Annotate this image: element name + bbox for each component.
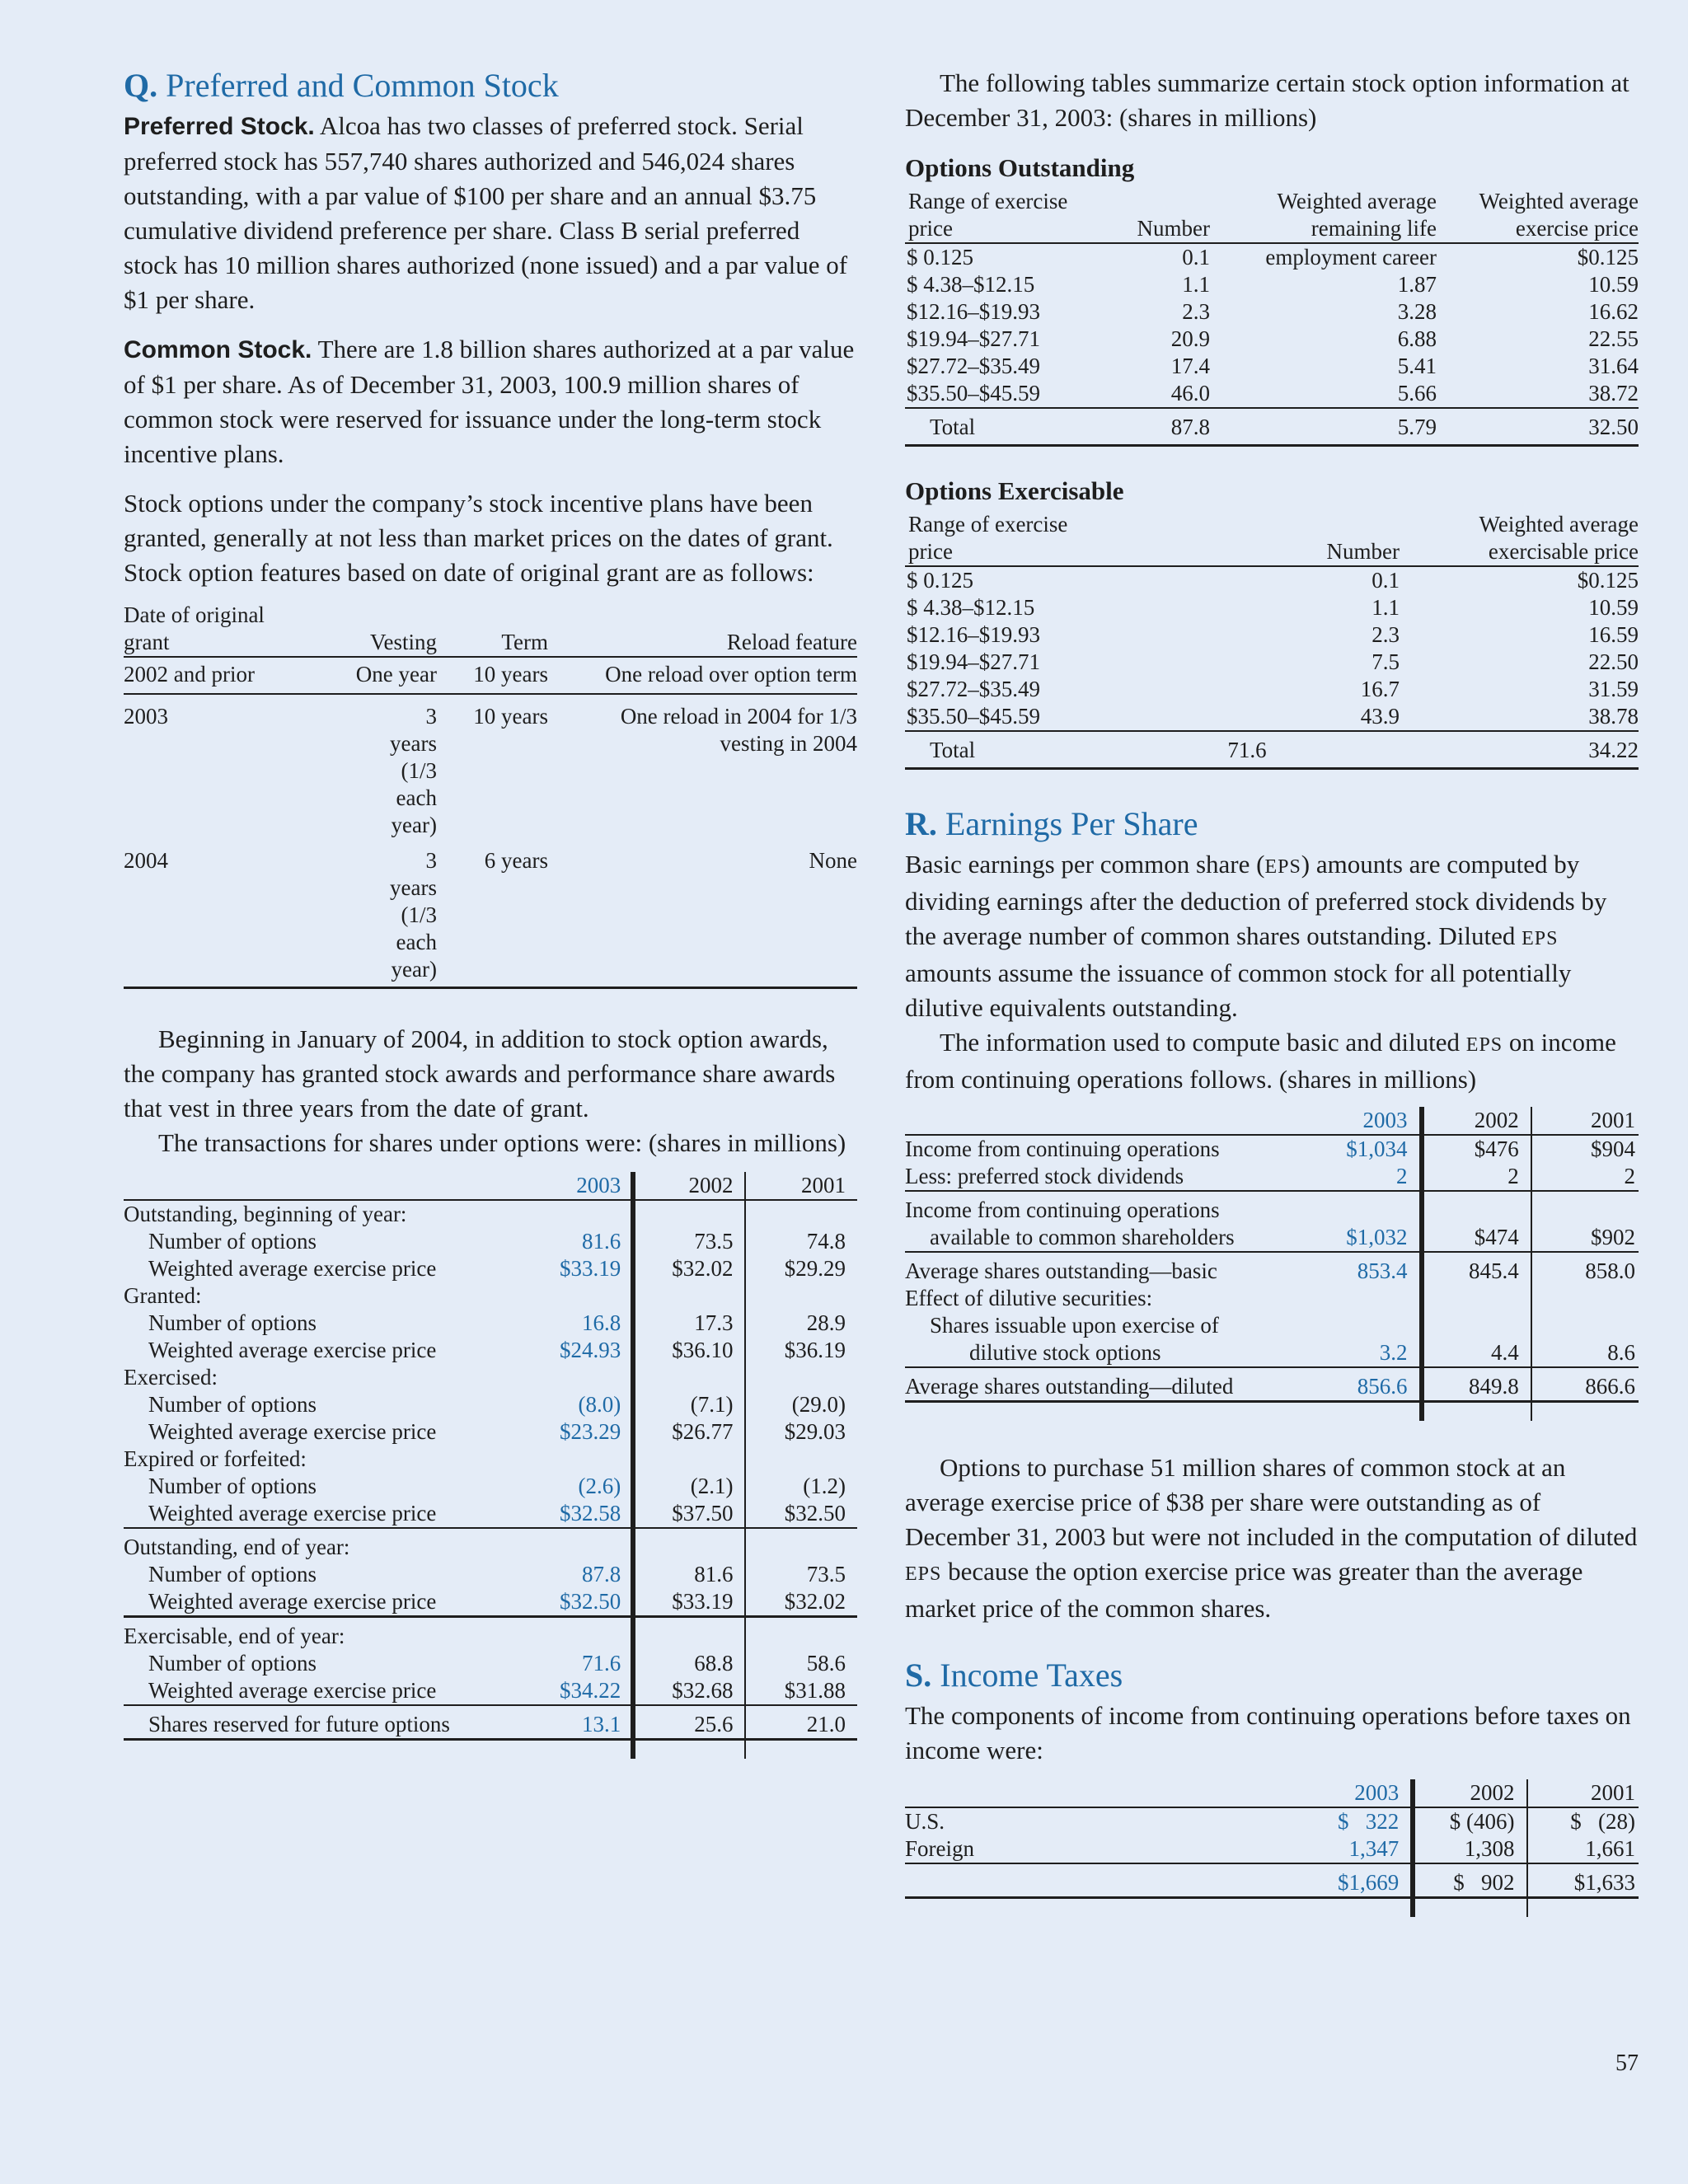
value-cell: 22.50 xyxy=(1588,649,1639,674)
value-cell: 34.22 xyxy=(1400,731,1639,769)
value-cell: $31.88 xyxy=(745,1677,857,1705)
value-cell xyxy=(633,1200,745,1228)
value-cell xyxy=(633,1364,745,1391)
col-header-2001: 2001 xyxy=(1531,1107,1639,1135)
left-column xyxy=(124,64,857,1759)
value-cell xyxy=(522,1528,634,1561)
row-label: Outstanding, end of year: xyxy=(124,1535,350,1559)
value-cell xyxy=(522,1282,634,1310)
row-label: Average shares outstanding—basic xyxy=(905,1258,1217,1283)
spacer-cell xyxy=(745,1740,857,1760)
table-row xyxy=(124,1364,857,1391)
value-cell: 71.6 xyxy=(1095,731,1400,769)
value-cell: 25.6 xyxy=(633,1705,745,1740)
value-cell: 16.7 xyxy=(1360,677,1400,701)
table-row xyxy=(124,1391,857,1418)
value-cell: (2.1) xyxy=(633,1473,745,1500)
value-cell: 1.1 xyxy=(1182,272,1210,297)
option-features-table xyxy=(124,602,857,989)
table-row xyxy=(905,1863,1639,1898)
row-label: Exercised: xyxy=(124,1365,218,1390)
table-cell: One year xyxy=(305,657,437,694)
table-row xyxy=(124,1418,857,1446)
value-cell: 17.4 xyxy=(1170,354,1210,378)
value-cell xyxy=(633,1446,745,1473)
antidilutive-paragraph: Options to purchase 51 million shares of common stock at an average exercise price of $38 per share were outstanding as of December 31, 2003 but were not included in the computation of diluted EPS because the option exercise price was greater than the average market price of the common shares. xyxy=(905,1453,1638,1623)
row-label: Shares issuable upon exercise of xyxy=(930,1313,1219,1338)
value-cell: $26.77 xyxy=(633,1418,745,1446)
value-cell: $24.93 xyxy=(559,1338,621,1362)
value-cell: 2 xyxy=(1309,1163,1421,1191)
value-cell: 858.0 xyxy=(1531,1252,1639,1285)
table-row xyxy=(124,1650,857,1677)
value-cell: 31.59 xyxy=(1588,677,1639,701)
col-header xyxy=(905,1107,1309,1135)
spacer-cell xyxy=(1413,1898,1526,1918)
row-label: Total xyxy=(905,408,1095,446)
table-row xyxy=(905,594,1639,621)
row-label: Weighted average exercise price xyxy=(148,1256,437,1281)
value-cell xyxy=(1422,1191,1531,1224)
table-row xyxy=(905,566,1639,594)
table-cell: 2004 xyxy=(124,839,305,988)
value-cell: 853.4 xyxy=(1357,1258,1408,1283)
value-cell: 38.78 xyxy=(1400,703,1639,731)
value-cell: 5.66 xyxy=(1210,380,1437,408)
col-header: Date of original grant xyxy=(124,602,305,657)
table-cell: None xyxy=(548,839,857,988)
value-cell: 43.9 xyxy=(1095,703,1400,731)
spacer-cell xyxy=(905,1898,1300,1918)
table-row xyxy=(905,353,1639,380)
exercisable-body xyxy=(905,566,1639,769)
spacer-row xyxy=(905,1402,1639,1422)
row-label: $ 4.38–$12.15 xyxy=(907,595,1035,620)
eps-table xyxy=(905,1107,1639,1421)
table-row xyxy=(905,1339,1639,1367)
value-cell xyxy=(745,1282,857,1310)
page-number: 57 xyxy=(1615,2050,1639,2076)
value-cell: 2.3 xyxy=(1372,622,1400,647)
table-row xyxy=(124,1588,857,1617)
table-row xyxy=(905,1163,1639,1191)
right-column xyxy=(905,66,1639,1917)
value-cell: 3.2 xyxy=(1309,1339,1421,1367)
table-cell: 3 years (1/3 each year) xyxy=(390,704,437,837)
value-cell: 81.6 xyxy=(581,1229,621,1254)
value-cell: $474 xyxy=(1422,1224,1531,1252)
table-cell: One reload over option term xyxy=(548,657,857,694)
total-row xyxy=(905,408,1639,446)
section-r-title: R. Earnings Per Share xyxy=(905,805,1198,842)
row-label: $27.72–$35.49 xyxy=(907,677,1040,701)
row-label: Income from continuing operations xyxy=(905,1197,1220,1222)
value-cell: 71.6 xyxy=(581,1651,621,1675)
table-row xyxy=(905,1252,1639,1285)
value-cell: 31.64 xyxy=(1588,354,1639,378)
spacer-cell xyxy=(633,1740,745,1760)
options-outstanding-title: Options Outstanding xyxy=(905,153,1135,182)
value-cell: (8.0) xyxy=(578,1392,621,1417)
table-row xyxy=(124,1473,857,1500)
table-row xyxy=(905,1285,1639,1312)
spacer-cell xyxy=(905,1402,1309,1422)
value-cell: 38.72 xyxy=(1437,380,1639,408)
value-cell xyxy=(522,1617,634,1651)
row-label: Weighted average exercise price xyxy=(148,1419,437,1444)
value-cell: $ 322 xyxy=(1337,1809,1400,1834)
value-cell: $32.02 xyxy=(633,1255,745,1282)
row-label: Weighted average exercise price xyxy=(124,1677,522,1705)
table-row xyxy=(124,1617,857,1651)
value-cell: 21.0 xyxy=(745,1705,857,1740)
value-cell: $32.50 xyxy=(745,1500,857,1528)
value-cell: 5.41 xyxy=(1397,354,1437,378)
col-header-2003: 2003 xyxy=(1309,1107,1421,1135)
table-cell: 2003 xyxy=(124,704,168,729)
value-cell: 16.62 xyxy=(1588,299,1639,324)
table-row xyxy=(124,1228,857,1255)
value-cell: $36.19 xyxy=(745,1337,857,1364)
spacer-row xyxy=(905,1898,1639,1918)
table-row xyxy=(124,1446,857,1473)
value-cell xyxy=(1309,1285,1421,1312)
row-label: $ 0.125 xyxy=(907,568,973,593)
value-cell xyxy=(1309,1191,1421,1224)
value-cell: $32.58 xyxy=(522,1500,634,1528)
value-cell: $0.125 xyxy=(1577,568,1639,593)
value-cell: 1,347 xyxy=(1300,1835,1413,1863)
col-header-2002: 2002 xyxy=(1422,1107,1531,1135)
value-cell: 1,661 xyxy=(1527,1835,1639,1863)
row-label: $ 0.125 xyxy=(907,245,973,269)
value-cell: (29.0) xyxy=(745,1391,857,1418)
row-label: $12.16–$19.93 xyxy=(907,622,1040,647)
total-row xyxy=(905,731,1639,769)
section-s-title: S. Income Taxes xyxy=(905,1657,1123,1694)
value-cell: 8.6 xyxy=(1531,1339,1639,1367)
options-exercisable-table xyxy=(905,511,1639,770)
value-cell: employment career xyxy=(1265,245,1437,269)
value-cell: 1.1 xyxy=(1372,595,1400,620)
table-row xyxy=(905,326,1639,353)
table-cell: 6 years xyxy=(437,839,548,988)
row-label: Outstanding, beginning of year: xyxy=(124,1202,407,1226)
row-label: Weighted average exercise price xyxy=(124,1500,522,1528)
value-cell: 16.59 xyxy=(1588,622,1639,647)
col-header: Term xyxy=(437,602,548,657)
row-label xyxy=(905,1863,1300,1898)
col-header: Range of exercise price xyxy=(905,511,1095,566)
col-header: Weighted average remaining life xyxy=(1210,188,1437,243)
row-label: Number of options xyxy=(148,1310,316,1335)
table-row xyxy=(124,1705,857,1740)
value-cell: 845.4 xyxy=(1422,1252,1531,1285)
col-header: Number xyxy=(1095,511,1400,566)
value-cell xyxy=(745,1200,857,1228)
value-cell: 7.5 xyxy=(1372,649,1400,674)
options-outstanding-table xyxy=(905,188,1639,447)
value-cell: 68.8 xyxy=(633,1650,745,1677)
value-cell: 46.0 xyxy=(1095,380,1210,408)
value-cell: 10.59 xyxy=(1588,272,1639,297)
value-cell: 2.3 xyxy=(1182,299,1210,324)
value-cell: 856.6 xyxy=(1309,1367,1421,1402)
table-row xyxy=(905,1835,1639,1863)
spacer-cell xyxy=(1300,1898,1413,1918)
value-cell: 13.1 xyxy=(522,1705,634,1740)
spacer-cell xyxy=(522,1740,634,1760)
value-cell xyxy=(633,1528,745,1561)
row-label: $19.94–$27.71 xyxy=(907,649,1040,674)
table-row xyxy=(905,676,1639,703)
table-row xyxy=(124,1677,857,1705)
table-row xyxy=(905,1807,1639,1835)
value-cell xyxy=(633,1282,745,1310)
intro-paragraph: The following tables summarize certain stock option information at December 31, 2003: (shares in millions) xyxy=(905,68,1629,132)
value-cell: 0.1 xyxy=(1182,245,1210,269)
value-cell xyxy=(633,1617,745,1651)
col-header-2003: 2003 xyxy=(522,1172,634,1200)
col-header xyxy=(905,1779,1300,1807)
col-header xyxy=(124,1172,522,1200)
table-row xyxy=(124,1255,857,1282)
options-exercisable-title: Options Exercisable xyxy=(905,476,1124,505)
row-label: Number of options xyxy=(148,1562,316,1586)
row-label: Number of options xyxy=(148,1229,316,1254)
row-label: Effect of dilutive securities: xyxy=(905,1286,1153,1310)
value-cell: 1.87 xyxy=(1397,272,1437,297)
col-header-2002: 2002 xyxy=(1413,1779,1526,1807)
spacer-row xyxy=(124,1740,857,1760)
table-row xyxy=(124,1528,857,1561)
value-cell: $32.50 xyxy=(522,1588,634,1617)
row-label: Income from continuing operations xyxy=(905,1137,1220,1161)
value-cell xyxy=(1531,1285,1639,1312)
value-cell: 20.9 xyxy=(1170,326,1210,351)
col-header-2001: 2001 xyxy=(745,1172,857,1200)
income-taxes-table xyxy=(905,1779,1639,1917)
value-cell: 74.8 xyxy=(745,1228,857,1255)
row-label: U.S. xyxy=(905,1809,945,1834)
value-cell xyxy=(745,1528,857,1561)
row-label: $27.72–$35.49 xyxy=(907,354,1040,378)
value-cell: 73.5 xyxy=(633,1228,745,1255)
value-cell: $476 xyxy=(1422,1135,1531,1163)
col-header-2003: 2003 xyxy=(1300,1779,1413,1807)
value-cell: $1,633 xyxy=(1527,1863,1639,1898)
value-cell: 32.50 xyxy=(1437,408,1639,446)
common-stock-paragraph: Common Stock. There are 1.8 billion shares authorized at a par value of $1 per share. As of December 31, 2003, 100.9 million shares of common stock were reserved for issuance under the long-term stock incentive plans. xyxy=(124,335,855,468)
table-row xyxy=(905,380,1639,408)
awards-paragraph: Beginning in January of 2004, in addition to stock option awards, the company has granted stock awards and performance share awards that vest in three years from the date of grant. xyxy=(124,1024,836,1122)
value-cell: $33.19 xyxy=(559,1256,621,1281)
value-cell xyxy=(1422,1312,1531,1339)
value-cell: 866.6 xyxy=(1531,1367,1639,1402)
col-header: Weighted average exercisable price xyxy=(1400,511,1639,566)
table-cell: 2002 and prior xyxy=(124,657,305,694)
spacer-cell xyxy=(1527,1898,1639,1918)
row-label: Average shares outstanding—diluted xyxy=(905,1367,1309,1402)
row-label: Weighted average exercise price xyxy=(124,1588,522,1617)
value-cell: 4.4 xyxy=(1422,1339,1531,1367)
col-header: Weighted average exercise price xyxy=(1437,188,1639,243)
table-row xyxy=(905,703,1639,731)
spacer-cell xyxy=(1531,1402,1639,1422)
value-cell: 849.8 xyxy=(1422,1367,1531,1402)
row-label: Foreign xyxy=(905,1835,1300,1863)
value-cell: $ (28) xyxy=(1527,1807,1639,1835)
eps-body xyxy=(905,1135,1639,1421)
table-cell: 10 years xyxy=(437,657,548,694)
row-label: Shares reserved for future options xyxy=(124,1705,522,1740)
value-cell: (2.6) xyxy=(578,1474,621,1498)
income-taxes-paragraph: The components of income from continuing operations before taxes on income were: xyxy=(905,1701,1631,1765)
row-label: Less: preferred stock dividends xyxy=(905,1163,1309,1191)
value-cell: 2 xyxy=(1531,1163,1639,1191)
value-cell: 22.55 xyxy=(1588,326,1639,351)
col-header: Reload feature xyxy=(548,602,857,657)
value-cell: 87.8 xyxy=(581,1562,621,1586)
row-label: Exercisable, end of year: xyxy=(124,1624,345,1648)
value-cell: $ 902 xyxy=(1413,1863,1526,1898)
row-label: $35.50–$45.59 xyxy=(905,380,1095,408)
table-row xyxy=(124,1337,857,1364)
value-cell: 28.9 xyxy=(745,1310,857,1337)
table-row xyxy=(124,1200,857,1228)
table-row xyxy=(905,649,1639,676)
value-cell xyxy=(1531,1191,1639,1224)
row-label: Number of options xyxy=(148,1651,316,1675)
value-cell: 87.8 xyxy=(1095,408,1210,446)
section-q-title: Q. Preferred and Common Stock xyxy=(124,67,559,104)
value-cell: (7.1) xyxy=(633,1391,745,1418)
transactions-paragraph: The transactions for shares under options were: (shares in millions) xyxy=(158,1128,846,1157)
value-cell: 5.79 xyxy=(1210,408,1437,446)
eps-info-paragraph: The information used to compute basic and diluted EPS on income from continuing operations follows. (shares in millions) xyxy=(905,1028,1616,1094)
table-row xyxy=(905,621,1639,649)
row-label: Weighted average exercise price xyxy=(148,1338,437,1362)
table-row xyxy=(905,1191,1639,1224)
value-cell xyxy=(1422,1285,1531,1312)
table-row xyxy=(124,1310,857,1337)
row-label: Total xyxy=(905,731,1095,769)
row-label: Number of options xyxy=(148,1474,316,1498)
value-cell: $1,669 xyxy=(1300,1863,1413,1898)
table-row xyxy=(905,1224,1639,1252)
value-cell: 1,308 xyxy=(1413,1835,1526,1863)
col-header-2002: 2002 xyxy=(633,1172,745,1200)
value-cell: $29.03 xyxy=(745,1418,857,1446)
preferred-stock-paragraph: Preferred Stock. Alcoa has two classes of preferred stock. Serial preferred stock has 557,740 shares authorized and 546,024 shares outstanding, with a par value of $100 per share and an annual $3.75 cumulative dividend preference per share. Class B serial preferred stock has 10 million shares authorized (none issued) and a par value of $1 per share. xyxy=(124,111,848,314)
value-cell: (1.2) xyxy=(745,1473,857,1500)
row-label: available to common shareholders xyxy=(905,1224,1309,1252)
eps-paragraph: Basic earnings per common share (EPS) amounts are computed by dividing earnings after the deduction of preferred stock dividends by the average number of common shares outstanding. Diluted EPS amounts assume the issuance of common stock for all potentially dilutive equivalents outstanding. xyxy=(905,850,1607,1022)
value-cell: 17.3 xyxy=(633,1310,745,1337)
row-label: $ 4.38–$12.15 xyxy=(907,272,1035,297)
spacer-cell xyxy=(1309,1402,1421,1422)
table-row xyxy=(905,1367,1639,1402)
table-row xyxy=(124,1500,857,1528)
value-cell xyxy=(745,1446,857,1473)
row-label: Number of options xyxy=(148,1392,316,1417)
value-cell: $36.10 xyxy=(633,1337,745,1364)
value-cell: $29.29 xyxy=(745,1255,857,1282)
option-transactions-table xyxy=(124,1172,857,1759)
table-row xyxy=(905,1135,1639,1163)
row-label: $12.16–$19.93 xyxy=(907,299,1040,324)
value-cell: $32.68 xyxy=(633,1677,745,1705)
value-cell xyxy=(522,1364,634,1391)
value-cell: $32.02 xyxy=(745,1588,857,1617)
value-cell: $ (406) xyxy=(1413,1807,1526,1835)
value-cell: 58.6 xyxy=(745,1650,857,1677)
row-label: Granted: xyxy=(124,1283,202,1308)
value-cell: 16.8 xyxy=(581,1310,621,1335)
transactions-body xyxy=(124,1200,857,1759)
col-header: Range of exercise price xyxy=(905,188,1095,243)
col-header-2001: 2001 xyxy=(1527,1779,1639,1807)
value-cell: $33.19 xyxy=(633,1588,745,1617)
value-cell: $1,034 xyxy=(1346,1137,1408,1161)
table-row xyxy=(905,1312,1639,1339)
value-cell: 2 xyxy=(1422,1163,1531,1191)
value-cell: 81.6 xyxy=(633,1561,745,1588)
value-cell: $904 xyxy=(1531,1135,1639,1163)
col-header: Vesting xyxy=(305,602,437,657)
value-cell: 10.59 xyxy=(1588,595,1639,620)
value-cell xyxy=(522,1446,634,1473)
spacer-cell xyxy=(124,1740,522,1760)
value-cell xyxy=(522,1200,634,1228)
row-label: dilutive stock options xyxy=(905,1339,1309,1367)
table-row xyxy=(905,243,1639,271)
row-label: $35.50–$45.59 xyxy=(905,703,1095,731)
table-cell: One reload in 2004 for 1/3 vesting in 2004 xyxy=(620,704,857,756)
table-row xyxy=(905,298,1639,326)
outstanding-body xyxy=(905,243,1639,446)
value-cell xyxy=(1531,1312,1639,1339)
value-cell: $902 xyxy=(1531,1224,1639,1252)
value-cell: $34.22 xyxy=(522,1677,634,1705)
table-cell: 3 years (1/3 each year) xyxy=(305,839,437,988)
value-cell xyxy=(1309,1312,1421,1339)
value-cell: $37.50 xyxy=(633,1500,745,1528)
value-cell: $1,032 xyxy=(1309,1224,1421,1252)
value-cell: 73.5 xyxy=(745,1561,857,1588)
table-row xyxy=(124,1561,857,1588)
spacer-cell xyxy=(1422,1402,1531,1422)
value-cell: $0.125 xyxy=(1577,245,1639,269)
value-cell: 3.28 xyxy=(1397,299,1437,324)
row-label: Expired or forfeited: xyxy=(124,1446,307,1471)
value-cell: 6.88 xyxy=(1397,326,1437,351)
value-cell xyxy=(745,1617,857,1651)
value-cell: 0.1 xyxy=(1372,568,1400,593)
table-row xyxy=(905,271,1639,298)
table-row xyxy=(124,1282,857,1310)
table-cell: 10 years xyxy=(473,704,548,729)
tax-body xyxy=(905,1807,1639,1917)
stock-options-paragraph: Stock options under the company’s stock incentive plans have been granted, generally at not less than market prices on the dates of grant. Stock option features based on date of original grant are as follows: xyxy=(124,489,833,587)
row-label: $19.94–$27.71 xyxy=(907,326,1040,351)
value-cell: $23.29 xyxy=(559,1419,621,1444)
col-header: Number xyxy=(1095,188,1210,243)
value-cell xyxy=(745,1364,857,1391)
